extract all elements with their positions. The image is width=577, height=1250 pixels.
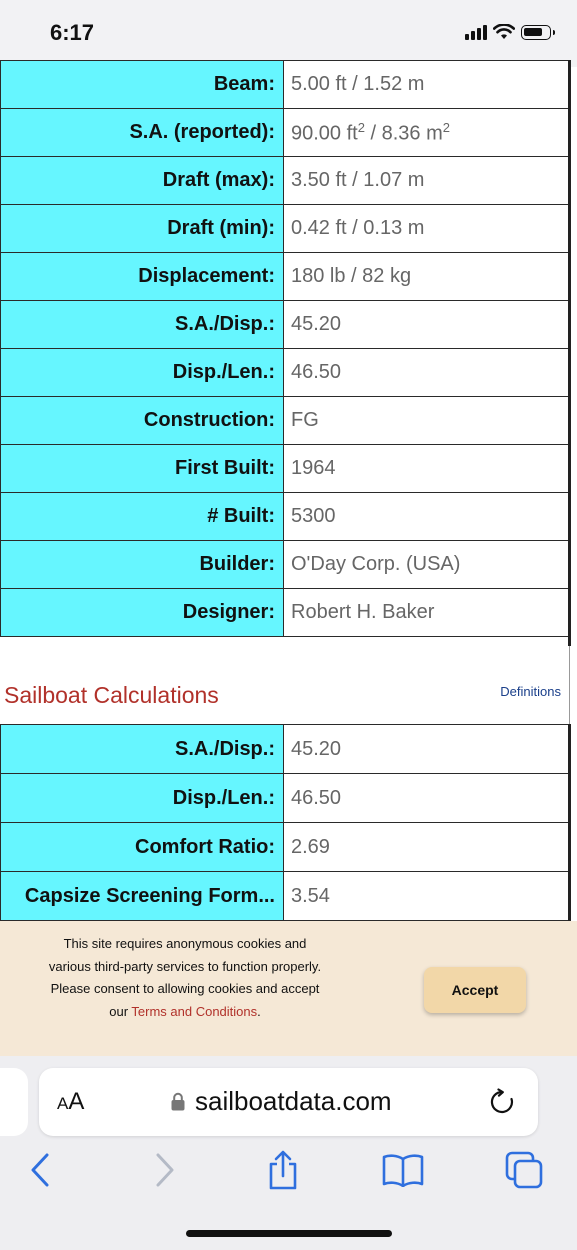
spec-label: Construction: bbox=[1, 397, 284, 445]
status-time: 6:17 bbox=[50, 20, 95, 45]
lock-icon bbox=[171, 1092, 185, 1111]
calc-value: 45.20 bbox=[284, 725, 570, 774]
browser-toolbar bbox=[0, 1056, 577, 1250]
table-row bbox=[1, 157, 570, 205]
spec-label: Displacement: bbox=[1, 253, 284, 301]
forward-button[interactable] bbox=[143, 1148, 187, 1192]
table-row bbox=[1, 205, 570, 253]
spec-label: # Built: bbox=[1, 493, 284, 541]
forward-icon bbox=[154, 1152, 176, 1188]
table-row bbox=[1, 301, 570, 349]
section-title: Sailboat Calculations bbox=[4, 682, 219, 708]
spec-label: Disp./Len.: bbox=[1, 349, 284, 397]
spec-value: 180 lb / 82 kg bbox=[284, 253, 570, 301]
spec-value: 46.50 bbox=[284, 349, 570, 397]
table-border bbox=[568, 60, 571, 646]
cookie-message: This site requires anonymous cookies and various third-party services to function properly. Please consent to allowing cookies and accept our Terms and Conditions. bbox=[48, 936, 322, 1019]
address-bar[interactable] bbox=[39, 1068, 538, 1136]
table-row bbox=[1, 349, 570, 397]
calculations-header bbox=[0, 646, 570, 724]
spec-value: 3.50 ft / 1.07 m bbox=[284, 157, 570, 205]
url-text: sailboatdata.com bbox=[195, 1086, 392, 1116]
calc-label: Capsize Screening Form... bbox=[1, 872, 284, 921]
spec-value: Robert H. Baker bbox=[284, 589, 570, 637]
accept-button[interactable]: Accept bbox=[424, 967, 526, 1013]
share-button[interactable] bbox=[261, 1148, 305, 1192]
previous-tab-preview[interactable] bbox=[0, 1068, 28, 1136]
definitions-link[interactable]: Definitions bbox=[500, 684, 561, 699]
table-row bbox=[1, 589, 570, 637]
spec-label: Builder: bbox=[1, 541, 284, 589]
status-icons bbox=[465, 24, 551, 40]
spec-label: S.A./Disp.: bbox=[1, 301, 284, 349]
spec-value: 5.00 ft / 1.52 m bbox=[284, 61, 570, 109]
calculations-table bbox=[0, 724, 570, 921]
terms-link[interactable]: Terms and Conditions bbox=[131, 1003, 258, 1019]
table-border bbox=[568, 724, 571, 921]
calc-label: Comfort Ratio: bbox=[1, 823, 284, 872]
spec-value: FG bbox=[284, 397, 570, 445]
spec-value: O'Day Corp. (USA) bbox=[284, 541, 570, 589]
cookie-banner bbox=[0, 921, 577, 1056]
spec-label: S.A. (reported): bbox=[1, 109, 284, 157]
tabs-button[interactable] bbox=[502, 1148, 546, 1192]
home-indicator[interactable] bbox=[186, 1230, 392, 1237]
bookmarks-button[interactable] bbox=[381, 1148, 425, 1192]
table-row bbox=[1, 725, 570, 774]
specs-table bbox=[0, 60, 570, 637]
battery-icon bbox=[521, 25, 551, 40]
table-row bbox=[1, 109, 570, 157]
reload-icon[interactable] bbox=[488, 1088, 516, 1116]
status-bar bbox=[0, 0, 577, 67]
table-row bbox=[1, 61, 570, 109]
spec-value: 90.00 $ft^2 / 8.36$ $m^2$ bbox=[284, 109, 570, 157]
spec-value: 5300 bbox=[284, 493, 570, 541]
table-row bbox=[1, 823, 570, 872]
reader-options-button[interactable]: AA bbox=[57, 1088, 85, 1115]
table-row bbox=[1, 872, 570, 921]
spec-label: Designer: bbox=[1, 589, 284, 637]
spec-value: 45.20 bbox=[284, 301, 570, 349]
table-row bbox=[1, 445, 570, 493]
table-row bbox=[1, 541, 570, 589]
table-row bbox=[1, 493, 570, 541]
table-row bbox=[1, 253, 570, 301]
spec-value: 0.42 ft / 0.13 m bbox=[284, 205, 570, 253]
table-row bbox=[1, 774, 570, 823]
calc-value: 46.50 bbox=[284, 774, 570, 823]
spec-label: Draft (max): bbox=[1, 157, 284, 205]
back-icon bbox=[29, 1152, 51, 1188]
back-button[interactable] bbox=[18, 1148, 62, 1192]
calc-value: 3.54 bbox=[284, 872, 570, 921]
calc-value: 2.69 bbox=[284, 823, 570, 872]
cellular-signal-icon bbox=[465, 24, 487, 40]
share-icon bbox=[266, 1150, 300, 1190]
table-row bbox=[1, 397, 570, 445]
calc-label: Disp./Len.: bbox=[1, 774, 284, 823]
spec-label: Draft (min): bbox=[1, 205, 284, 253]
wifi-icon bbox=[493, 24, 515, 40]
spec-value: 1964 bbox=[284, 445, 570, 493]
spec-label: Beam: bbox=[1, 61, 284, 109]
calc-label: S.A./Disp.: bbox=[1, 725, 284, 774]
spec-label: First Built: bbox=[1, 445, 284, 493]
bookmarks-icon bbox=[381, 1153, 425, 1187]
tabs-icon bbox=[504, 1150, 544, 1190]
